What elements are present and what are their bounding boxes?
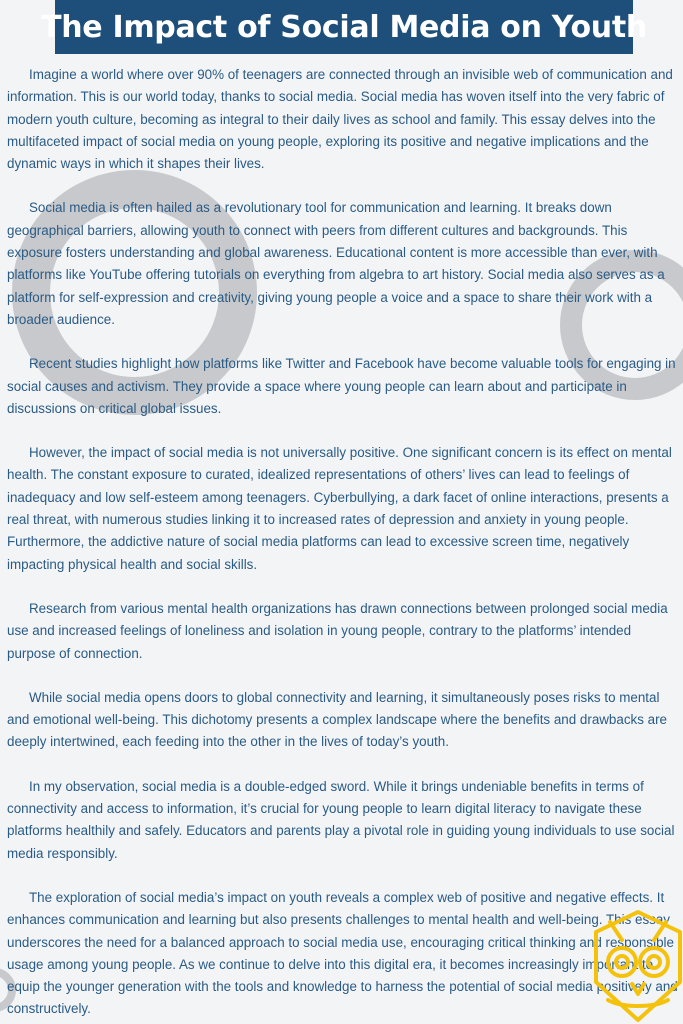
paragraph-observation: In my observation, social media is a double-edged sword. While it brings undeniable benefits in terms of connectivity and access to information, it’s crucial for young people to learn digital literacy to navigate these platforms healthily and safely. Educators and parents play a pivotal role in guiding young individuals to use social media responsibly. bbox=[7, 778, 675, 861]
paragraph-benefits: Social media is often hailed as a revolutionary tool for communication and learning. It breaks down geographical barriers, allowing youth to connect with peers from different cultures and backgrounds. This exposure fosters understanding and global awareness. Educational content is more accessible than ever, with platforms like YouTube offering tutorials on everything from algebra to art history. Social media also serves as a platform for self-expression and creativity, giving young people a voice and a space to share their work with a broader audience. bbox=[7, 200, 665, 327]
essay-body bbox=[7, 64, 679, 1024]
paragraph-intro: Imagine a world where over 90% of teenagers are connected through an invisible web of communication and information. This is our world today, thanks to social media. Social media has woven itself into the very fabric of modern youth culture, becoming as integral to their daily lives as school and family. This essay delves into the multifaceted impact of social media on young people, exploring its positive and negative implications and the dynamic ways in which it shapes their lives. bbox=[7, 67, 673, 172]
yellow-owl-emblem-icon bbox=[588, 908, 683, 1024]
title-banner bbox=[41, 0, 647, 54]
paragraph-activism: Recent studies highlight how platforms like Twitter and Facebook have become valuable tools for engaging in social causes and activism. They provide a space where young people can learn about and participate in discussions on critical global issues. bbox=[7, 356, 676, 416]
paragraph-conclusion: The exploration of social media’s impact on youth reveals a complex web of positive and negative effects. It enhances communication and learning but also presents challenges to mental health and well-being. This essay underscores the need for a balanced approach to social media use, encouraging critical thinking and responsible usage among young people. As we continue to delve into this digital era, it becomes increasingly important to equip the younger generation with the tools and knowledge to harness the potential of social media positively and constructively. bbox=[7, 889, 678, 1017]
paragraph-concerns: However, the impact of social media is not universally positive. One significant concern is its effect on mental health. The constant exposure to curated, idealized representations of others’ lives can lead to feelings of inadequacy and low self-esteem among teenagers. Cyberbullying, a dark facet of online interactions, presents a real threat, with numerous studies linking it to increased rates of depression and anxiety in young people. Furthermore, the addictive nature of social media platforms can lead to excessive screen time, negatively impacting physical health and social skills. bbox=[7, 445, 672, 572]
paragraph-research: Research from various mental health organizations has drawn connections between prolonged social media use and increased feelings of loneliness and isolation in young people, contrary to the platforms’ intended purpose of connection. bbox=[7, 600, 668, 661]
paragraph-dichotomy: While social media opens doors to global connectivity and learning, it simultaneously poses risks to mental and emotional well-being. This dichotomy presents a complex landscape where the benefits and drawbacks are deeply intertwined, each feeding into the other in the lives of today’s youth. bbox=[7, 689, 667, 750]
page-title: The Impact of Social Media on Youth bbox=[41, 9, 647, 45]
